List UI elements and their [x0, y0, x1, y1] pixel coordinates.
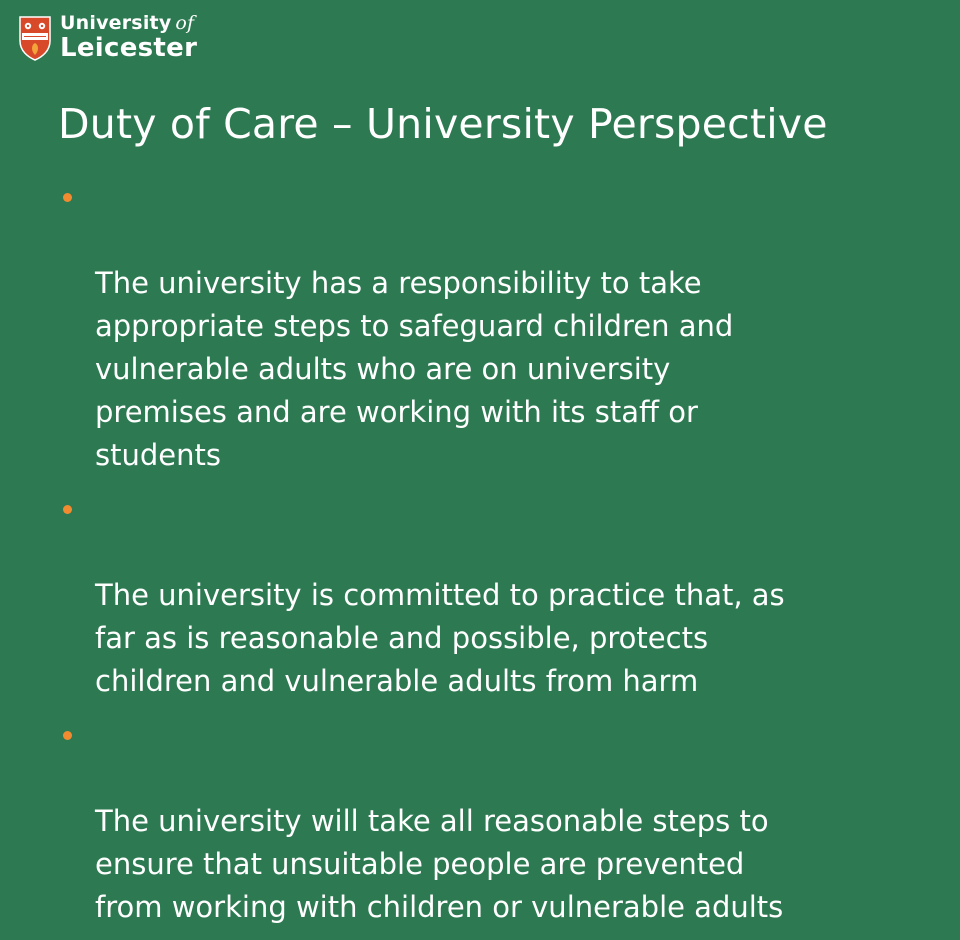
bullet-item — [60, 488, 940, 703]
logo-university-text: University — [60, 12, 172, 34]
bullet-dot-icon — [63, 731, 72, 740]
logo-of-text: of — [175, 12, 195, 34]
bullet-text: The university will take all reasonable steps to ensure that unsuitable people are prevented from working with children or vulnerable adults — [95, 804, 784, 924]
crest-icon — [18, 15, 52, 61]
bullet-text: The university has a responsibility to take appropriate steps to safeguard children and vulnerable adults who are on university premises and are working with its staff or students — [95, 266, 734, 472]
slide-title: Duty of Care – University Perspective — [58, 100, 828, 148]
bullet-dot-icon — [63, 193, 72, 202]
university-logo — [18, 14, 197, 61]
bullet-text: The university is committed to practice that, as far as is reasonable and possible, protects children and vulnerable adults from harm — [95, 578, 785, 698]
logo-leicester-text: Leicester — [60, 33, 198, 63]
bullet-item — [60, 714, 940, 929]
bullet-dot-icon — [63, 505, 72, 514]
bullet-item — [60, 176, 940, 477]
bullet-list — [60, 176, 940, 940]
